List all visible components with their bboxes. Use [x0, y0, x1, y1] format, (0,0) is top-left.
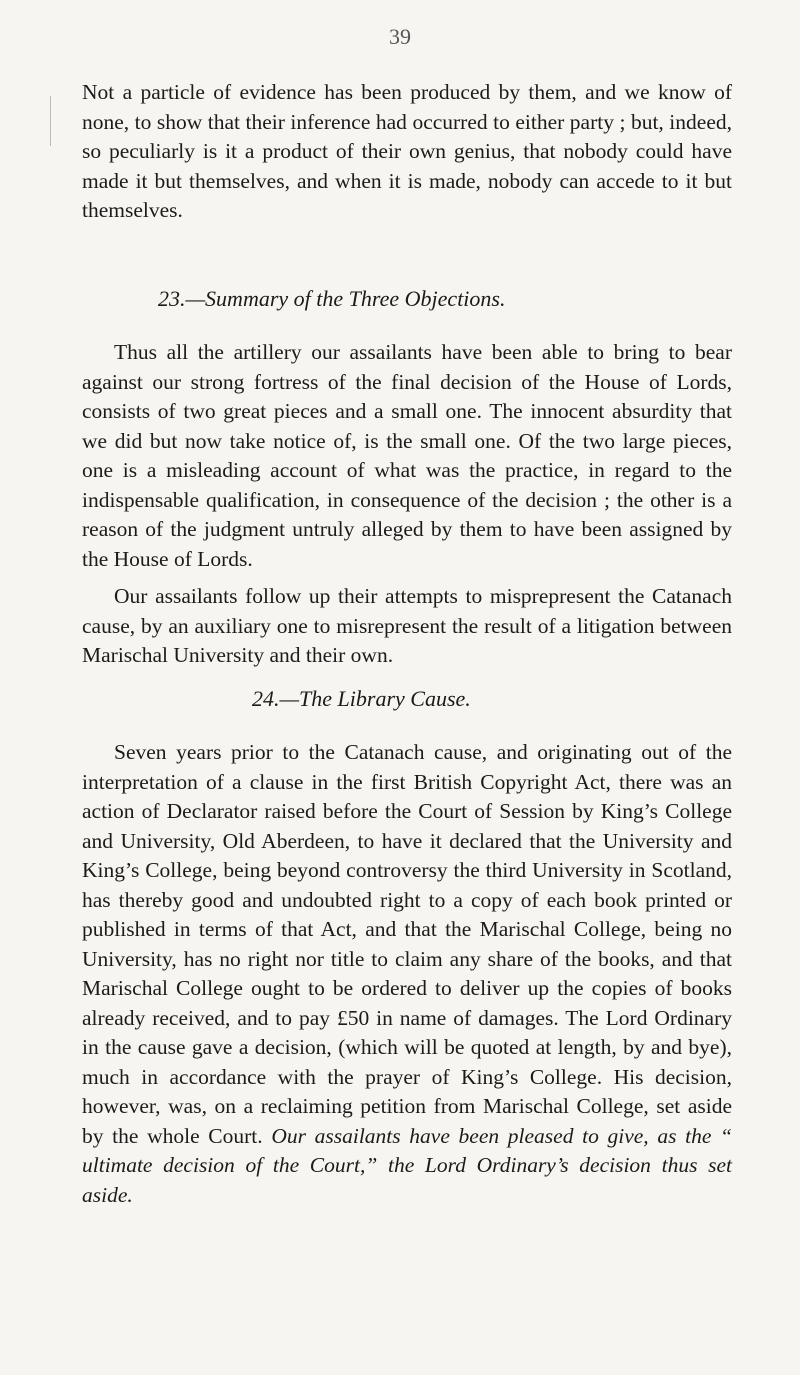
- section-heading-text: 23.—Summary of the Three Objections.: [158, 286, 506, 311]
- section-heading-23: [0, 284, 800, 313]
- paragraph-artillery: [82, 338, 732, 574]
- paragraph-text: Thus all the artillery our assailants have been able to bring to bear against our strong fortress of the final decision of the House of Lords, consists of two great pieces and a small one. The innocent absurdity that we did but now take notice of, is the small one. Of the two large pieces, one is a misleading account of what was the practice, in regard to the indispensable qualification, in consequence of the decision ; the other is a reason of the judgment untruly alleged by them to have been assigned by the House of Lords.: [82, 340, 732, 571]
- paragraph-text: Not a particle of evidence has been produced by them, and we know of none, to show that their inference had occurred to either party ; but, indeed, so peculiarly is it a product of their own genius, that nobody could have made it but themselves, and when it is made, nobody can accede to it but themselves.: [82, 80, 732, 222]
- paragraph-assailants: [82, 582, 732, 671]
- page-number: 39: [389, 24, 411, 49]
- section-heading-text: 24.—The Library Cause.: [252, 686, 471, 711]
- paragraph-text: Our assailants follow up their attempts to misprepresent the Catanach cause, by an auxiliary one to misrepresent the result of a litigation between Marischal University and their own.: [82, 584, 732, 667]
- paragraph-library-cause: [82, 738, 732, 1210]
- paragraph-text: [82, 738, 732, 1210]
- margin-rule: [50, 96, 51, 146]
- paragraph-italic-text: Our assailants have been pleased to give, as the “ ultimate decision of the Court,” the Lord Ordinary’s decision thus set aside.: [82, 1123, 732, 1207]
- paragraph-evidence: [82, 78, 732, 226]
- section-heading-24: [0, 684, 800, 713]
- paragraph-main-text: Seven years prior to the Catanach cause, and originating out of the interpretation of a clause in the first British Copyright Act, there was an action of Declarator raised before the Court of Session by King’s College and University, Old Aberdeen, to have it declared that the University and King’s College, being beyond controversy the third University in Scotland, has thereby good and undoubted right to a copy of each book printed or published in terms of that Act, and that the Marischal College, being no University, has no right nor title to claim any share of the books, and that Marischal College ought to be ordered to deliver up the copies of books already received, and to pay £50 in name of damages. The Lord Ordinary in the cause gave a decision, (which will be quoted at length, by and bye), much in accordance with the prayer of King’s College. His decision, however, was, on a reclaiming petition from Marischal College, set aside by the whole Court.: [82, 740, 732, 1148]
